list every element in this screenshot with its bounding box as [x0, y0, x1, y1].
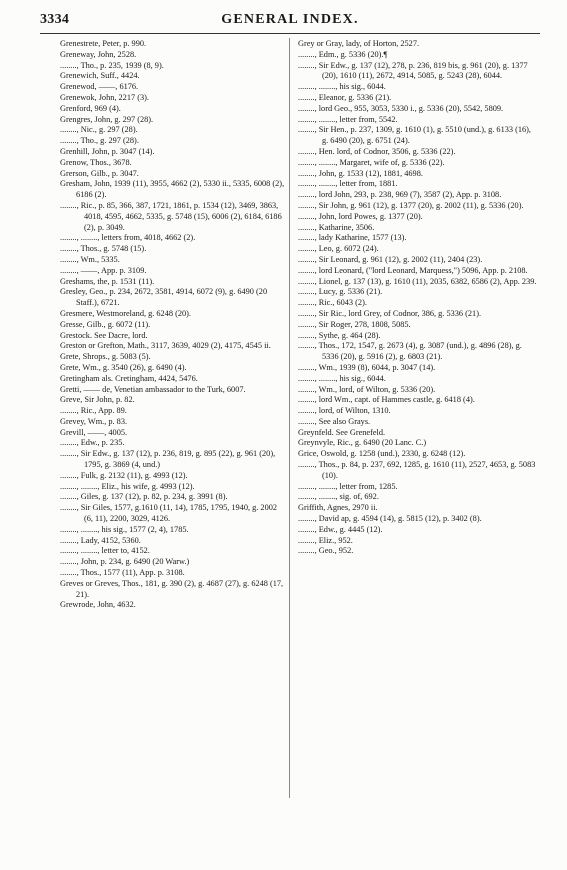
- index-entry: Grete, Wm., g. 3540 (26), g. 6490 (4).: [60, 362, 187, 372]
- index-entry: ........, ........, letter from, 1881.: [298, 179, 398, 189]
- index-entry: Grenow, Thos., 3678.: [60, 157, 132, 167]
- index-entry: Grenford, 969 (4).: [60, 103, 121, 113]
- index-entry: ........, Edm., g. 5336 (20).¶: [298, 49, 388, 59]
- index-entry: Gresley, Geo., p. 234, 2672, 3581, 4914, 6072 (9), g. 6490 (20 Staff.), 6721.: [60, 287, 268, 308]
- header-rule: [40, 33, 540, 34]
- index-entry: ........, ........, letters from, 4018, 4662 (2).: [60, 233, 196, 243]
- index-entry: Grevill, ——, 4005.: [60, 427, 128, 437]
- index-entry: Grevey, Wm., p. 83.: [60, 416, 128, 426]
- index-entry: Grerson, Gilb., p. 3047.: [60, 168, 139, 178]
- index-entry: ........, Edw., p. 235.: [60, 438, 125, 448]
- index-entry: Grestock. See Dacre, lord.: [60, 330, 148, 340]
- index-entry: ........, lady Katharine, 1577 (13).: [298, 233, 407, 243]
- index-entry: Grenestrete, Peter, p. 990.: [60, 39, 147, 48]
- index-entry: ........, Ric., 6043 (2).: [298, 298, 367, 308]
- index-entry: ........, Wm., 1939 (8), 6044, p. 3047 (14).: [298, 362, 436, 372]
- index-entry: Grenewod, ——, 6176.: [60, 82, 139, 92]
- index-entry: ........, lord Leonard, ("lord Leonard, Marquess,") 5096, App. p. 2108.: [298, 265, 528, 275]
- index-entry: ........, Wm., lord, of Wilton, g. 5336 (20).: [298, 384, 436, 394]
- index-entry: ........, Sir Ric., lord Grey, of Codnor, 386, g. 5336 (21).: [298, 308, 482, 318]
- index-entry: Greve, Sir John, p. 82.: [60, 395, 135, 405]
- index-entry: ........, David ap, g. 4594 (14), g. 5815 (12), p. 3402 (8).: [298, 514, 482, 524]
- index-entry: Greves or Greves, Thos., 181, g. 390 (2), g. 4687 (27), g. 6248 (17, 21).: [60, 578, 284, 599]
- index-entry: ........, Ric., p. 85, 366, 387, 1721, 1861, p. 1534 (12), 3469, 3863, 4018, 4595, 4662, 5335, g. 5748 (15), 6006 (2), 6184, 6186 (2), p. 3049.: [60, 200, 282, 232]
- index-entry: ........, Sir John, g. 961 (12), g. 1377 (20), g. 2002 (11), g. 5336 (20).: [298, 200, 524, 210]
- index-entry: ........, Tho., g. 297 (28).: [60, 136, 139, 146]
- index-entry: Gresse, Gilb., g. 6072 (11).: [60, 319, 151, 329]
- index-entry: Grice, Oswold, g. 1258 (und.), 2330, g. 6248 (12).: [298, 449, 466, 459]
- index-entry: ........, ........, letter from, 1285.: [298, 481, 398, 491]
- index-entry: Gresmere, Westmoreland, g. 6248 (20).: [60, 308, 191, 318]
- index-entry: ........, Lady, 4152, 5360.: [60, 535, 141, 545]
- index-entry: ........, John, lord Powes, g. 1377 (20).: [298, 211, 423, 221]
- index-entry: ........, Katharine, 3506.: [298, 222, 375, 232]
- index-entry: ........, Ric., App. 89.: [60, 406, 127, 416]
- index-entry: ........, Giles, g. 137 (12), p. 82, p. 234, g. 3991 (8).: [60, 492, 228, 502]
- index-entry: ........, lord John, 293, p. 238, 969 (7), 3587 (2), App. p. 3108.: [298, 190, 502, 200]
- index-entry: ........, John, p. 234, g. 6490 (20 Warw.): [60, 557, 190, 567]
- index-entry: ........, Sir Leonard, g. 961 (12), g. 2002 (11), 2404 (23).: [298, 254, 483, 264]
- index-entry: ........, Thos., 172, 1547, g. 2673 (4), g. 3087 (und.), g. 4896 (28), g. 5336 (20), g. 5916 (2), g. 6803 (21).: [298, 341, 522, 362]
- page-number: 3334: [40, 12, 70, 27]
- index-entry: Greynfeld. See Grenefeld.: [298, 427, 386, 437]
- index-entry: ........, Nic., g. 297 (28).: [60, 125, 138, 135]
- index-entry: ........, See also Grays.: [298, 416, 371, 426]
- page-header: [40, 8, 540, 32]
- index-entry: ........, Sir Roger, 278, 1808, 5085.: [298, 319, 411, 329]
- index-entry: Greneway, John, 2528.: [60, 49, 137, 59]
- index-entry: ........, ........, letter from, 5542.: [298, 114, 398, 124]
- index-column-left: [60, 39, 288, 611]
- index-entry: ........, ........, sig. of, 692.: [298, 492, 379, 502]
- index-entry: ........, Tho., p. 235, 1939 (8, 9).: [60, 60, 164, 70]
- index-entry: ........, lord Geo., 955, 3053, 5330 i., g. 5336 (20), 5542, 5809.: [298, 103, 504, 113]
- index-entry: ........, Sir Edw., g. 137 (12), p. 236, 819, g. 895 (22), g. 961 (20), 1795, g. 3869 (4, und.): [60, 449, 276, 470]
- index-entry: ........, Thos., p. 84, p. 237, 692, 1285, g. 1610 (11), 2527, 4653, g. 5083 (10).: [298, 460, 536, 480]
- index-entry: ........, Thos., g. 5748 (15).: [60, 244, 147, 254]
- index-entry: ........, Eleanor, g. 5336 (21).: [298, 92, 392, 102]
- index-entry: ........, Thos., 1577 (11), App. p. 3108.: [60, 568, 185, 578]
- index-entry: ........, Eliz., 952.: [298, 535, 353, 545]
- column-divider: [289, 38, 290, 798]
- index-entry: ........, ........, letter to, 4152.: [60, 546, 150, 556]
- index-entry: Grewrode, John, 4632.: [60, 600, 136, 610]
- index-entry: Gresham, John, 1939 (11), 3955, 4662 (2), 5330 ii., 5335, 6008 (2), 6186 (2).: [60, 179, 285, 200]
- index-entry: ........, ........, Eliz., his wife, g. 4993 (12).: [60, 481, 195, 491]
- index-entry: ........, Sir Edw., g. 137 (12), 278, p. 236, 819 bis, g. 961 (20), g. 1377 (20), 1610 (11), 2672, 4914, 5085, g. 5243 (28), 6044.: [298, 60, 528, 81]
- index-entry: ........, Sir Hen., p. 237, 1309, g. 1610 (1), g. 5510 (und.), g. 6133 (16), g. 6490 (20), g. 6751 (24).: [298, 125, 531, 146]
- index-entry: Gretingham als. Cretingham, 4424, 5476.: [60, 373, 198, 383]
- index-column-right: [298, 39, 538, 557]
- index-entry: ........, Hen. lord, of Codnor, 3506, g. 5336 (22).: [298, 146, 456, 156]
- index-entry: ........, ........, Margaret, wife of, g. 5336 (22).: [298, 157, 445, 167]
- index-entry: ........, Lucy, g. 5336 (21).: [298, 287, 383, 297]
- index-entry: ........, Sir Giles, 1577, g.1610 (11, 14), 1785, 1795, 1940, g. 2002 (6, 11), 2200, 3029, 4126.: [60, 503, 278, 524]
- index-entry: ........, Lionel, g. 137 (13), g. 1610 (11), 2035, 6382, 6586 (2), App. 239.: [298, 276, 537, 286]
- index-entry: Grengres, John, g. 297 (28).: [60, 114, 154, 124]
- index-entry: Grenewok, John, 2217 (3).: [60, 92, 149, 102]
- index-entry: ........, Geo., 952.: [298, 546, 354, 556]
- index-entry: ........, Wm., 5335.: [60, 254, 120, 264]
- index-entry: ........, Sythe, g. 464 (28).: [298, 330, 381, 340]
- index-entry: ........, John, g. 1533 (12), 1881, 4698.: [298, 168, 423, 178]
- index-entry: Griffith, Agnes, 2970 ii.: [298, 503, 378, 513]
- index-entry: ........, ........, his sig., 1577 (2, 4), 1785.: [60, 524, 189, 534]
- index-entry: Gretti, —— de, Venetian ambassador to the Turk, 6007.: [60, 384, 246, 394]
- index-entry: ........, Leo, g. 6072 (24).: [298, 244, 379, 254]
- index-entry: Grete, Shrops., g. 5083 (5).: [60, 352, 151, 362]
- index-entry: Greynvyle, Ric., g. 6490 (20 Lanc. C.): [298, 438, 427, 448]
- index-entry: Grenhill, John, p. 3047 (14).: [60, 146, 155, 156]
- index-entry: ........, ........, his sig., 6044.: [298, 82, 386, 92]
- index-entry: ........, Edw., g. 4445 (12).: [298, 524, 383, 534]
- index-entry: Greston or Grefton, Math., 3117, 3639, 4029 (2), 4175, 4545 ii.: [60, 341, 271, 351]
- index-entry: Greshams, the, p. 1531 (11).: [60, 276, 155, 286]
- index-entry: ........, Fulk, g. 2132 (11), g. 4993 (12).: [60, 470, 188, 480]
- index-entry: ........, ——, App. p. 3109.: [60, 265, 147, 275]
- running-title: GENERAL INDEX.: [221, 12, 359, 27]
- index-entry: Grenewich, Suff., 4424.: [60, 71, 140, 81]
- index-entry: ........, ........, his sig., 6044.: [298, 373, 386, 383]
- index-entry: ........, lord Wm., capt. of Hammes castle, g. 6418 (4).: [298, 395, 475, 405]
- index-entry: Grey or Gray, lady, of Horton, 2527.: [298, 39, 420, 48]
- index-entry: ........, lord, of Wilton, 1310.: [298, 406, 391, 416]
